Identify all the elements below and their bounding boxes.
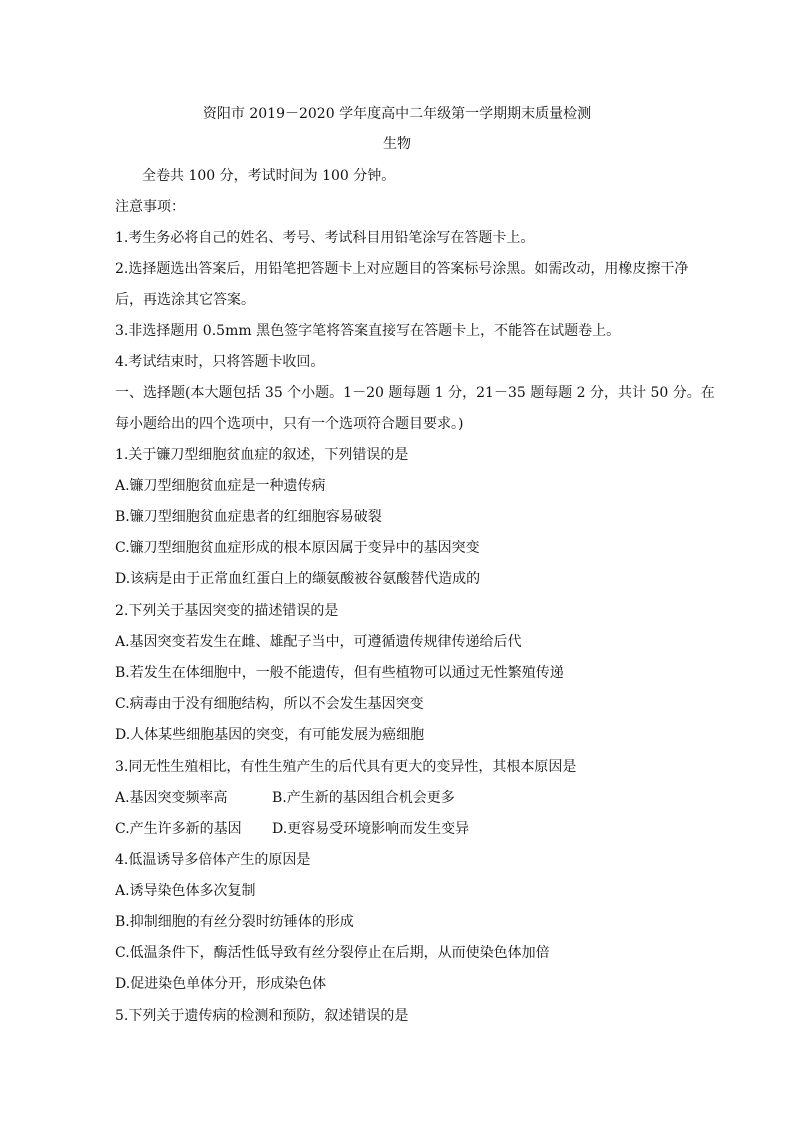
note-item: 3.非选择题用 0.5mm 黑色签字笔将答案直接写在答题卡上，不能答在试题卷上。 — [115, 323, 621, 339]
question-option: A.镰刀型细胞贫血症是一种遗传病 — [115, 478, 326, 494]
question-stem: 5.下列关于遗传病的检测和预防，叙述错误的是 — [115, 1008, 409, 1024]
section-instructions: 一、选择题(本大题包括 35 个小题。1－20 题每题 1 分，21－35 题每题 2 分，共计 50 分。在 — [115, 385, 715, 401]
question-stem: 3.同无性生殖相比，有性生殖产生的后代具有更大的变异性，其根本原因是 — [115, 759, 577, 775]
question-stem: 2.下列关于基因突变的描述错误的是 — [115, 603, 339, 619]
question-stem: 4.低温诱导多倍体产生的原因是 — [115, 852, 311, 868]
question-option: C.病毒由于没有细胞结构，所以不会发生基因突变 — [115, 696, 424, 712]
question-option: B.产生新的基因组合机会更多 — [272, 790, 455, 806]
section-instructions-cont: 每小题给出的四个选项中，只有一个选项符合题目要求。) — [115, 416, 464, 432]
question-option: A.基因突变频率高 — [115, 790, 228, 806]
subject-title: 生物 — [383, 136, 411, 152]
exam-title: 资阳市 2019－2020 学年度高中二年级第一学期期末质量检测 — [202, 106, 592, 122]
question-option: D.人体某些细胞基因的突变，有可能发展为癌细胞 — [115, 727, 425, 743]
question-option: A.基因突变若发生在雌、雄配子当中，可遵循遗传规律传递给后代 — [115, 634, 522, 650]
question-option: B.若发生在体细胞中，一般不能遗传，但有些植物可以通过无性繁殖传递 — [115, 665, 564, 681]
note-item: 2.选择题选出答案后，用铅笔把答题卡上对应题目的答案标号涂黑。如需改动，用橡皮擦干净 — [115, 261, 689, 277]
question-stem: 1.关于镰刀型细胞贫血症的叙述，下列错误的是 — [115, 447, 409, 463]
question-option: C.低温条件下，酶活性低导致有丝分裂停止在后期，从而使染色体加倍 — [115, 945, 550, 961]
question-option: D.更容易受环境影响而发生变异 — [272, 821, 470, 837]
notes-heading: 注意事项： — [115, 199, 185, 215]
note-item: 后，再选涂其它答案。 — [115, 292, 255, 308]
exam-info: 全卷共 100 分，考试时间为 100 分钟。 — [142, 168, 396, 184]
question-option: B.镰刀型细胞贫血症患者的红细胞容易破裂 — [115, 509, 382, 525]
note-item: 4.考试结束时，只将答题卡收回。 — [115, 354, 325, 370]
question-option: D.该病是由于正常血红蛋白上的缬氨酸被谷氨酸替代造成的 — [115, 571, 481, 587]
note-item: 1.考生务必将自己的姓名、考号、考试科目用铅笔涂写在答题卡上。 — [115, 230, 535, 246]
question-option: D.促进染色单体分开，形成染色体 — [115, 976, 327, 992]
question-option: A.诱导染色体多次复制 — [115, 883, 256, 899]
question-option: C.镰刀型细胞贫血症形成的根本原因属于变异中的基因突变 — [115, 540, 480, 556]
question-option: C.产生许多新的基因 — [115, 821, 242, 837]
question-option: B.抑制细胞的有丝分裂时纺锤体的形成 — [115, 914, 354, 930]
